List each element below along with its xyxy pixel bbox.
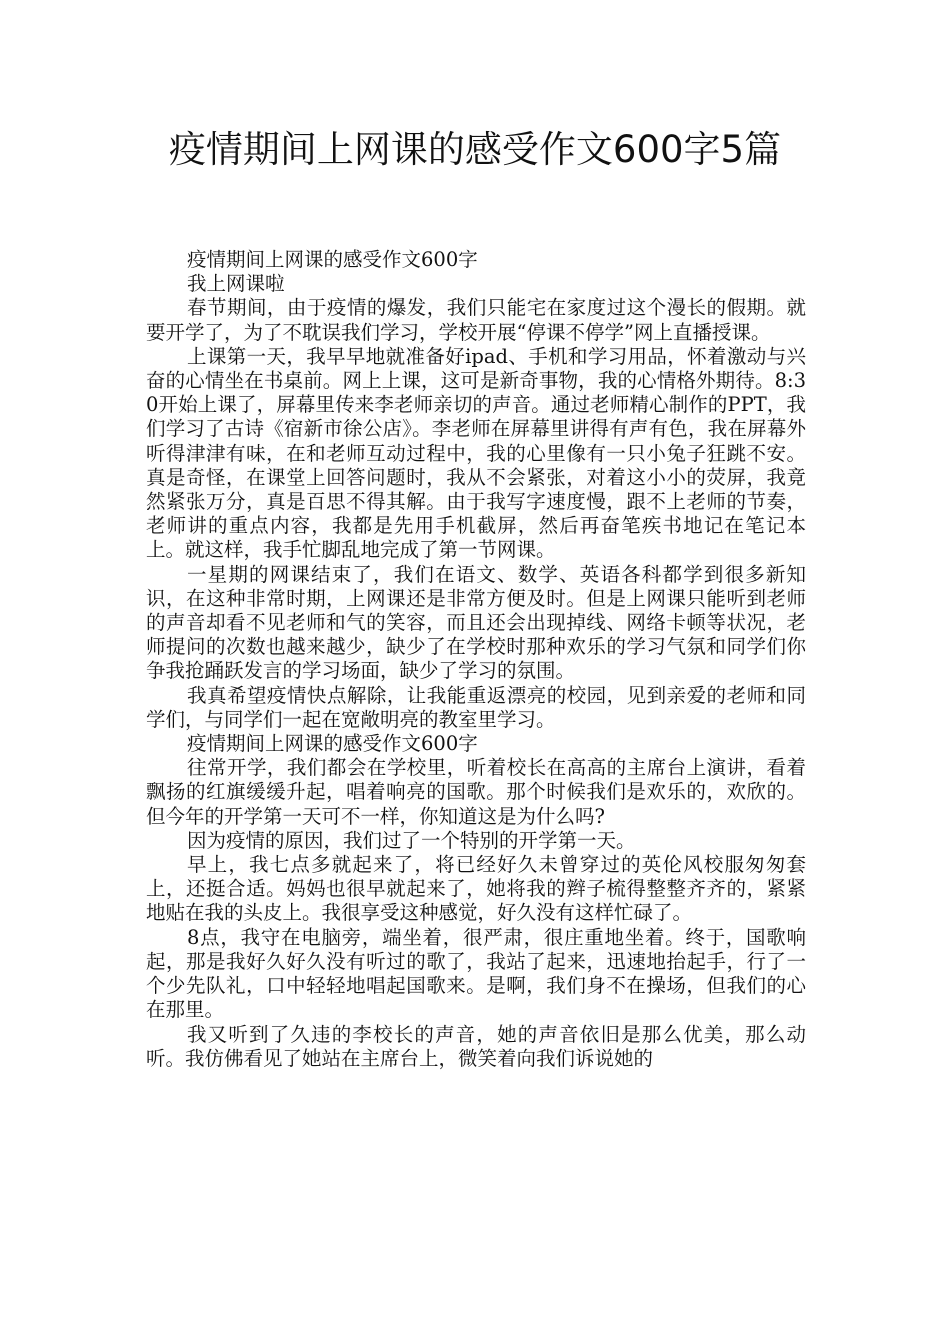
paragraph: 疫情期间上网课的感受作文600字: [187, 732, 478, 756]
paragraph: 我上网课啦: [187, 272, 285, 296]
paragraph: 因为疫情的原因，我们过了一个特别的开学第一天。: [187, 828, 636, 852]
document-title: 疫情期间上网课的感受作文600字5篇: [168, 128, 782, 171]
paragraph: 我真希望疫情快点解除，让我能重返漂亮的校园，见到亲爱的老师和同学们，与同学们一起在宽敞明亮的教室里学习。: [146, 683, 806, 731]
document-body: [146, 248, 806, 1071]
paragraph: 春节期间，由于疫情的爆发，我们只能宅在家度过这个漫长的假期。就要开学了，为了不耽误我们学习，学校开展“停课不停学”网上直播授课。: [146, 296, 806, 344]
paragraph: 上课第一天，我早早地就准备好ipad、手机和学习用品，怀着激动与兴奋的心情坐在书桌前。网上上课，这可是新奇事物，我的心情格外期待。8:30开始上课了，屏幕里传来李老师亲切的声音。通过老师精心制作的PPT，我们学习了古诗《宿新市徐公店》。李老师在屏幕里讲得有声有色，我在屏幕外听得津津有味，在和老师互动过程中，我的心里像有一只小兔子狂跳不安。真是奇怪，在课堂上回答问题时，我从不会紧张，对着这小小的荧屏，我竟然紧张万分，真是百思不得其解。由于我写字速度慢，跟不上老师的节奏，老师讲的重点内容，我都是先用手机截屏，然后再奋笔疾书地记在笔记本上。就这样，我手忙脚乱地完成了第一节网课。: [146, 344, 806, 562]
paragraph: 往常开学，我们都会在学校里，听着校长在高高的主席台上演讲，看着飘扬的红旗缓缓升起，唱着响亮的国歌。那个时候我们是欢乐的，欢欣的。但今年的开学第一天可不一样，你知道这是为什么吗?: [146, 756, 806, 828]
paragraph: 8点，我守在电脑旁，端坐着，很严肃，很庄重地坐着。终于，国歌响起，那是我好久好久没有听过的歌了，我站了起来，迅速地抬起手，行了一个少先队礼，口中轻轻地唱起国歌来。是啊，我们身不在操场，但我们的心在那里。: [146, 925, 806, 1022]
paragraph: 我又听到了久违的李校长的声音，她的声音依旧是那么优美，那么动听。我仿佛看见了她站在主席台上，微笑着向我们诉说她的: [146, 1022, 806, 1070]
paragraph: 疫情期间上网课的感受作文600字: [187, 248, 478, 271]
paragraph: 早上，我七点多就起来了，将已经好久未曾穿过的英伦风校服匆匆套上，还挺合适。妈妈也很早就起来了，她将我的辫子梳得整整齐齐的，紧紧地贴在我的头皮上。我很享受这种感觉，好久没有这样忙碌了。: [146, 853, 806, 925]
paragraph: 一星期的网课结束了，我们在语文、数学、英语各科都学到很多新知识，在这种非常时期，上网课还是非常方便及时。但是上网课只能听到老师的声音却看不见老师和气的笑容，而且还会出现掉线、网络卡顿等状况，老师提问的次数也越来越少，缺少了在学校时那种欢乐的学习气氛和同学们你争我抢踊跃发言的学习场面，缺少了学习的氛围。: [146, 562, 806, 683]
